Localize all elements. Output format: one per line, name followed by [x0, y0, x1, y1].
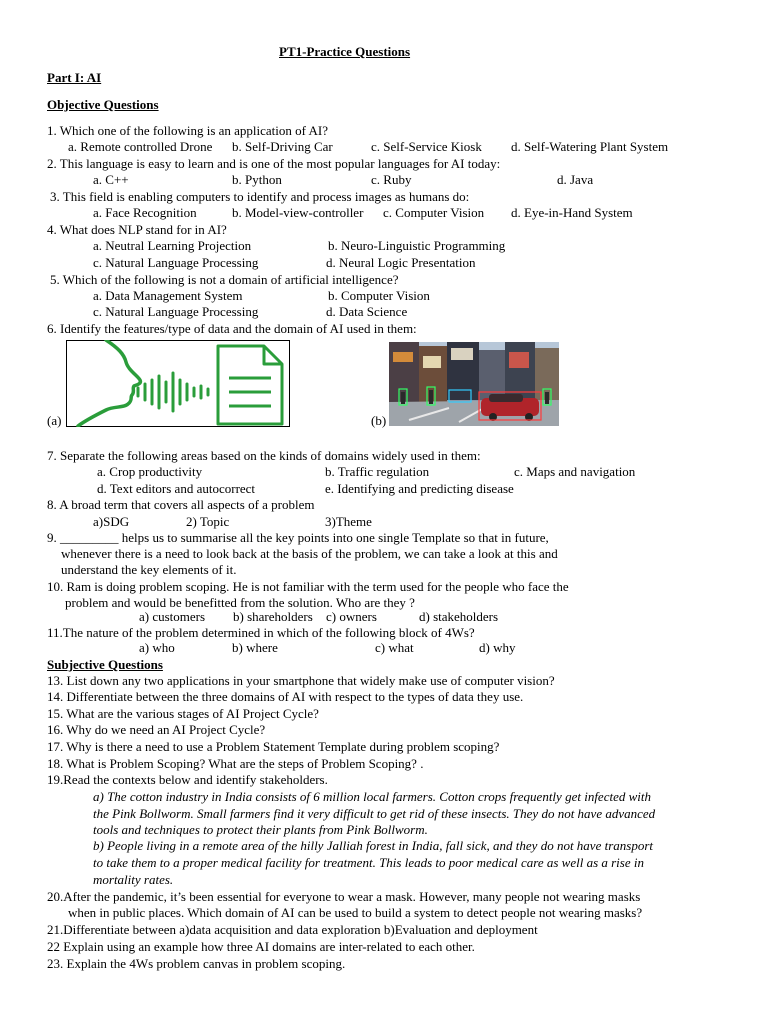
- question-13: 13. List down any two applications in your smartphone that widely make use of computer vision?: [47, 673, 555, 688]
- question-21: 21.Differentiate between a)data acquisition and data exploration b)Evaluation and deployment: [47, 922, 538, 937]
- question-23: 23. Explain the 4Ws problem canvas in problem scoping.: [47, 956, 346, 971]
- context-a-line: a) The cotton industry in India consists of 6 million local farmers. Cotton crops frequently get infected with: [93, 789, 651, 804]
- context-a-line: tools and techniques to protect their plants from Pink Bollworm.: [93, 822, 428, 837]
- question-9-line: whenever there is a need to look back at the basis of the problem, we can take a look at this and: [61, 546, 558, 561]
- option: c. Computer Vision: [383, 205, 485, 220]
- option: a. Crop productivity: [97, 464, 203, 479]
- question-17: 17. Why is there a need to use a Problem Statement Template during problem scoping?: [47, 739, 500, 754]
- option: c. Natural Language Processing: [93, 304, 259, 319]
- option: b) where: [232, 640, 278, 655]
- option: c. Self-Service Kiosk: [371, 139, 482, 154]
- context-b-line: b) People living in a remote area of the hilly Jalliah forest in India, fall sick, and they do not have transport: [93, 838, 653, 853]
- question-1: 1. Which one of the following is an application of AI?: [47, 123, 328, 138]
- option: b) shareholders: [233, 609, 313, 624]
- option: b. Self-Driving Car: [232, 139, 333, 154]
- subjective-heading: Subjective Questions: [47, 657, 163, 672]
- option: d. Neural Logic Presentation: [326, 255, 476, 270]
- speech-to-text-image: [66, 340, 290, 427]
- question-9-line: 9. _________ helps us to summarise all the key points into one single Template so that in future,: [47, 530, 549, 545]
- option: d) why: [479, 640, 516, 655]
- option: d. Text editors and autocorrect: [97, 481, 256, 496]
- option: a. Data Management System: [93, 288, 243, 303]
- question-20-line: when in public places. Which domain of AI can be used to build a system to detect people not wearing masks?: [68, 905, 643, 920]
- option: c) what: [375, 640, 414, 655]
- question-10-line: problem and would be benefitted from the solution. Who are they ?: [65, 595, 415, 610]
- option: a)SDG: [93, 514, 130, 529]
- question-16: 16. Why do we need an AI Project Cycle?: [47, 722, 266, 737]
- part-heading: Part I: AI: [47, 70, 102, 85]
- option: a) customers: [139, 609, 206, 624]
- image-label-a: (a): [47, 413, 62, 428]
- option: e. Identifying and predicting disease: [325, 481, 514, 496]
- street-detection-image: [389, 342, 559, 426]
- question-2: 2. This language is easy to learn and is one of the most popular languages for AI today:: [47, 156, 501, 171]
- option: a. C++: [93, 172, 129, 187]
- question-8: 8. A broad term that covers all aspects of a problem: [47, 497, 315, 512]
- option: 3)Theme: [325, 514, 372, 529]
- context-a-line: the Pink Bollworm. Small farmers find it very difficult to get rid of these insects. They do not have advanced: [93, 806, 656, 821]
- option: c. Maps and navigation: [514, 464, 636, 479]
- option: b. Python: [232, 172, 282, 187]
- question-6: 6. Identify the features/type of data and the domain of AI used in them:: [47, 321, 417, 336]
- context-b-line: mortality rates.: [93, 872, 174, 887]
- option: c. Ruby: [371, 172, 412, 187]
- question-9-line: understand the key elements of it.: [61, 562, 237, 577]
- option: a. Neutral Learning Projection: [93, 238, 252, 253]
- option: c) owners: [326, 609, 377, 624]
- context-b-line: to take them to a proper medical facility for treatment. This leads to poor medical care as well as a rise in: [93, 855, 644, 870]
- option: d. Java: [557, 172, 594, 187]
- question-22: 22 Explain using an example how three AI domains are inter-related to each other.: [47, 939, 475, 954]
- question-15: 15. What are the various stages of AI Project Cycle?: [47, 706, 319, 721]
- question-4: 4. What does NLP stand for in AI?: [47, 222, 227, 237]
- page-title: PT1-Practice Questions: [279, 44, 411, 59]
- question-11: 11.The nature of the problem determined in which of the following block of 4Ws?: [47, 625, 475, 640]
- option: b. Computer Vision: [328, 288, 430, 303]
- question-3: 3. This field is enabling computers to identify and process images as humans do:: [50, 189, 470, 204]
- option: b. Traffic regulation: [325, 464, 430, 479]
- option: b. Neuro-Linguistic Programming: [328, 238, 506, 253]
- question-19: 19.Read the contexts below and identify stakeholders.: [47, 772, 328, 787]
- question-14: 14. Differentiate between the three domains of AI with respect to the types of data they use.: [47, 689, 524, 704]
- option: d) stakeholders: [419, 609, 499, 624]
- question-5: 5. Which of the following is not a domain of artificial intelligence?: [50, 272, 399, 287]
- image-label-b: (b): [371, 413, 387, 428]
- option: d. Data Science: [326, 304, 408, 319]
- question-10-line: 10. Ram is doing problem scoping. He is not familiar with the term used for the people who face the: [47, 579, 569, 594]
- option: b. Model-view-controller: [232, 205, 364, 220]
- option: c. Natural Language Processing: [93, 255, 259, 270]
- option: d. Eye-in-Hand System: [511, 205, 633, 220]
- question-20-line: 20.After the pandemic, it’s been essential for everyone to wear a mask. However, many people not wearing masks: [47, 889, 641, 904]
- option: 2) Topic: [186, 514, 230, 529]
- option: a. Face Recognition: [93, 205, 197, 220]
- option: a. Remote controlled Drone: [68, 139, 213, 154]
- objective-heading: Objective Questions: [47, 97, 159, 112]
- question-7: 7. Separate the following areas based on the kinds of domains widely used in them:: [47, 448, 481, 463]
- option: a) who: [139, 640, 175, 655]
- question-18: 18. What is Problem Scoping? What are the steps of Problem Scoping? .: [47, 756, 424, 771]
- option: d. Self-Watering Plant System: [511, 139, 669, 154]
